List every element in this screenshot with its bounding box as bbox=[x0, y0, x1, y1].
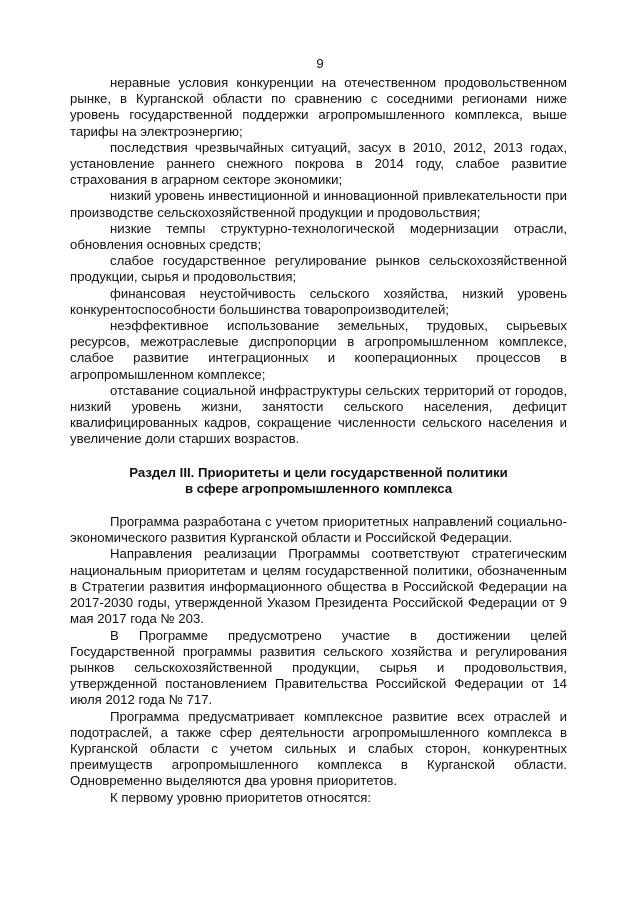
paragraph: Направления реализации Программы соответствуют стратегическим национальным приоритетам и целям государственной политики, обозначенным в Стратегии развития информационного общества в Российской Федерации на 2017-2030 годы, утвержденной Указом Президента Российской Федерации от 9 мая 2017 года № 203. bbox=[70, 546, 567, 627]
list-item: финансовая неустойчивость сельского хозяйства, низкий уровень конкурентоспособности большинства товаропроизводителей; bbox=[70, 285, 567, 317]
list-item: отставание социальной инфраструктуры сельских территорий от городов, низкий уровень жизни, занятости сельского населения, дефицит квалифицированных кадров, сокращение численности сельского населения и увеличение доли старших возрастов. bbox=[70, 382, 567, 447]
paragraph: К первому уровню приоритетов относятся: bbox=[110, 789, 372, 805]
document-body bbox=[70, 75, 567, 806]
list-item: неравные условия конкуренции на отечественном продовольственном рынке, в Курганской области по сравнению с соседними регионами ниже уровень государственной поддержки агропромышленного комплекса, выше тарифы на электроэнергию; bbox=[70, 75, 567, 139]
page-number: 9 bbox=[316, 56, 324, 71]
section-heading bbox=[70, 465, 567, 497]
list-item: последствия чрезвычайных ситуаций, засух в 2010, 2012, 2013 годах, установление раннего снежного покрова в 2014 году, слабое развитие страхования в аграрном секторе экономики; bbox=[70, 139, 567, 188]
paragraph: Программа предусматривает комплексное развитие всех отраслей и подотраслей, а также сфер деятельности агропромышленного комплекса в Курганской области с учетом сильных и слабых сторон, конкурентных преимуществ агропромышленного комплекса в Курганской области. Одновременно выделяются два уровня приоритетов. bbox=[70, 708, 567, 789]
list-item: низкий уровень инвестиционной и инновационной привлекательности при производстве сельскохозяйственной продукции и продовольствия; bbox=[70, 188, 567, 220]
list-item: низкие темпы структурно-технологической модернизации отрасли, обновления основных средств; bbox=[70, 220, 567, 253]
paragraph: В Программе предусмотрено участие в достижении целей Государственной программы развития сельского хозяйства и регулирования рынков сельскохозяйственной продукции, сырья и продовольствия, утвержденной постановлением Правительства Российской Федерации от 14 июля 2012 года № 717. bbox=[70, 627, 567, 708]
list-item: неэффективное использование земельных, трудовых, сырьевых ресурсов, межотраслевые диспропорции в агропромышленном комплексе, слабое развитие интеграционных и кооперационных процессов в агропромышленном комплексе; bbox=[70, 318, 567, 382]
paragraph: Программа разработана с учетом приоритетных направлений социально-экономического развития Курганской области и Российской Федерации. bbox=[70, 514, 567, 546]
list-item: слабое государственное регулирование рынков сельскохозяйственной продукции, сырья и продовольствия; bbox=[70, 253, 567, 285]
section-heading-line: в сфере агропромышленного комплекса bbox=[184, 480, 453, 496]
section-heading-line: Раздел III. Приоритеты и цели государственной политики bbox=[129, 464, 508, 480]
